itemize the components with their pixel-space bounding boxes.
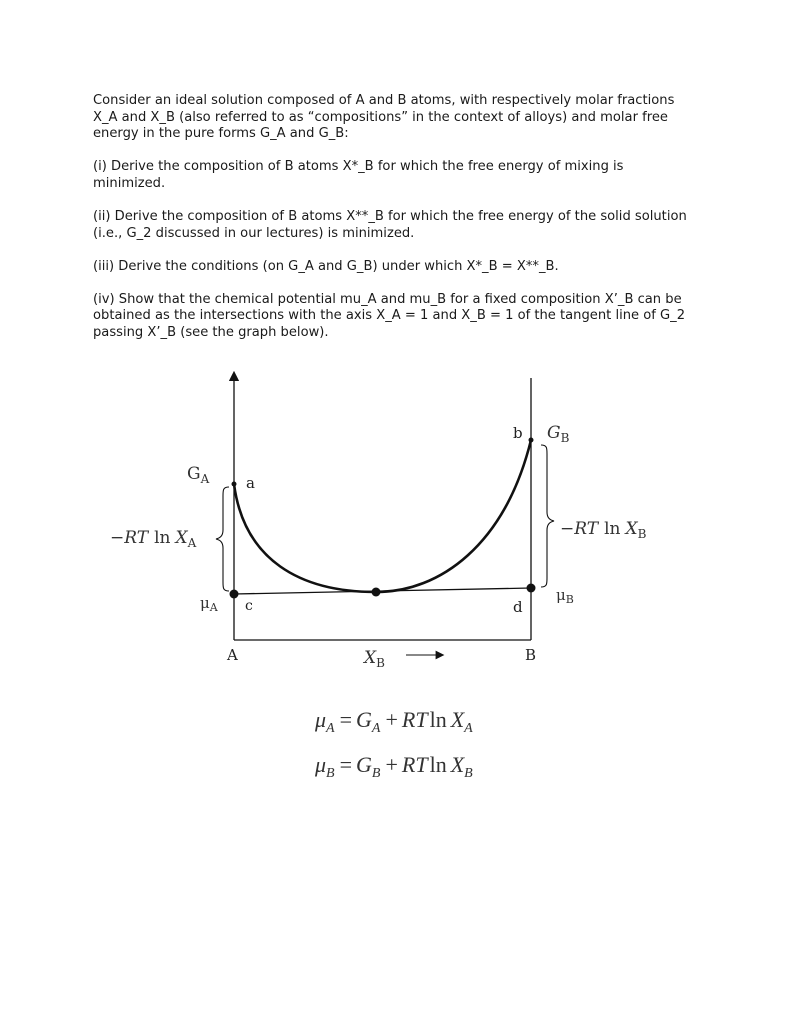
label-point-d: d	[513, 598, 523, 616]
label-mu-b: $\mu_B$	[556, 586, 574, 606]
label-rt-ln-xa: −RT $\ln X_A$	[110, 528, 197, 550]
brace-right	[541, 445, 554, 587]
point-d-dot	[527, 584, 536, 593]
axis-label-b: B	[525, 646, 537, 664]
point-a-dot	[232, 482, 237, 487]
point-c-dot	[230, 590, 239, 599]
tangent-point-dot	[372, 588, 381, 597]
point-b-dot	[529, 438, 534, 443]
equation-mu-b: $\mu_B = G_B + RTln$ $X_B$	[315, 752, 473, 781]
g2-curve	[234, 440, 531, 592]
equation-mu-a: $\mu_A = G_A + RTln$ $X_A$	[315, 707, 473, 736]
problem-part-iv: (iv) Show that the chemical potential mu_A and mu_B for a fixed composition X’_B can be obtained as the intersections with the axis X_A = 1 and X_B = 1 of the tangent line of G_2 passing X’_B (see the graph below).	[93, 291, 686, 340]
label-point-b: b	[513, 424, 523, 442]
label-mu-a: $\mu_A$	[200, 594, 218, 614]
label-point-a: a	[246, 474, 255, 492]
problem-part-iii: (iii) Derive the conditions (on G_A and G_B) under which X*_B = X**_B.	[93, 258, 559, 274]
label-rt-ln-xb: −RT $\ln X_B$	[560, 519, 647, 541]
axis-label-a: A	[227, 646, 238, 664]
problem-intro: Consider an ideal solution composed of A and B atoms, with respectively molar fractions X_A and X_B (also referred to as “compositions” in the context of alloys) and molar free energy in the pure forms G_A and G_B:	[93, 93, 675, 142]
x-axis-label: $X_B$	[364, 648, 385, 670]
label-ga: $G_A$	[187, 464, 210, 486]
label-gb: $G_B$	[547, 423, 570, 445]
label-point-c: c	[245, 598, 253, 614]
problem-part-i: (i) Derive the composition of B atoms X*_B for which the free energy of mixing is minimized.	[93, 159, 624, 191]
brace-left	[216, 487, 229, 591]
problem-part-ii: (ii) Derive the composition of B atoms X**_B for which the free energy of the solid solution (i.e., G_2 discussed in our lectures) is minimized.	[93, 208, 687, 241]
